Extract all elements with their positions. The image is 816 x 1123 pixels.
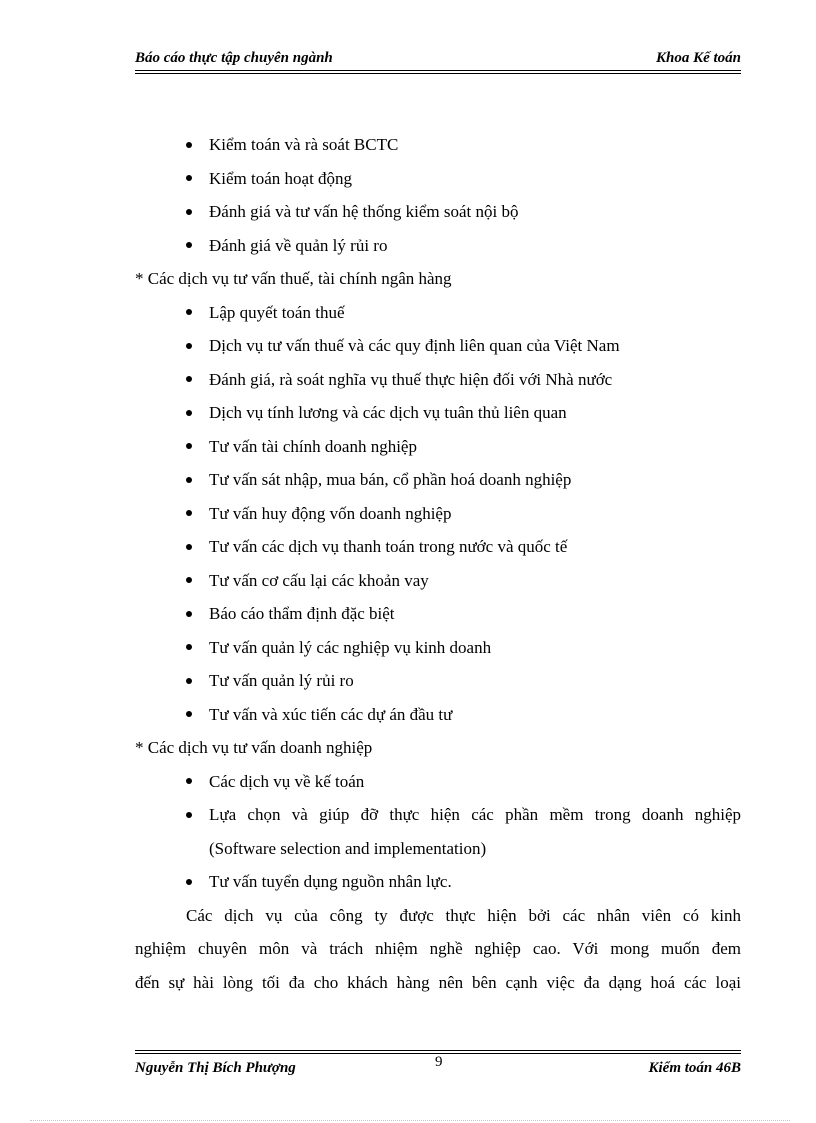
section-heading-business: * Các dịch vụ tư vấn doanh nghiệp — [135, 738, 373, 757]
header-report-title: Báo cáo thực tập chuyên ngành — [135, 50, 333, 66]
list-item: Tư vấn tài chính doanh nghiệp — [135, 430, 741, 464]
header-rule-secondary — [135, 73, 741, 74]
page-body — [135, 128, 741, 999]
list-item: Báo cáo thẩm định đặc biệt — [135, 597, 741, 631]
list-item: Tư vấn và xúc tiến các dự án đầu tư — [135, 698, 741, 732]
list-item: Tư vấn sát nhập, mua bán, cổ phần hoá doanh nghiệp — [135, 463, 741, 497]
footer-rule — [135, 1050, 741, 1051]
header-department: Khoa Kế toán — [655, 50, 741, 66]
list-item: Dịch vụ tính lương và các dịch vụ tuân thủ liên quan — [135, 396, 741, 430]
list-item: Kiểm toán và rà soát BCTC — [135, 128, 741, 162]
list-item: Tư vấn quản lý rủi ro — [135, 664, 741, 698]
page-header — [135, 48, 741, 74]
list-item: Tư vấn cơ cấu lại các khoản vay — [135, 564, 741, 598]
list-item: Lập quyết toán thuế — [135, 296, 741, 330]
paragraph-line: đến sự hài lòng tối đa cho khách hàng nên bên cạnh việc đa dạng hoá các loại — [135, 972, 741, 992]
list-item: Tư vấn quản lý các nghiệp vụ kinh doanh — [135, 631, 741, 665]
list-item: Tư vấn các dịch vụ thanh toán trong nước và quốc tế — [135, 530, 741, 564]
page-edge-divider — [30, 1120, 790, 1121]
paragraph-line: nghiệm chuyên môn và trách nhiệm nghề nghiệp cao. Với mong muốn đem — [135, 939, 741, 958]
footer-author: Nguyễn Thị Bích Phượng — [135, 1060, 296, 1076]
list-item: Đánh giá và tư vấn hệ thống kiểm soát nội bộ — [135, 195, 741, 229]
list-item: Kiểm toán hoạt động — [135, 162, 741, 196]
list-item: Tư vấn tuyển dụng nguồn nhân lực. — [135, 865, 741, 899]
footer-class: Kiểm toán 46B — [648, 1060, 741, 1076]
list-item: Dịch vụ tư vấn thuế và các quy định liên quan của Việt Nam — [135, 329, 741, 363]
page-number: 9 — [435, 1054, 443, 1070]
list-item-continuation: (Software selection and implementation) — [209, 838, 487, 858]
list-item: Đánh giá về quản lý rủi ro — [135, 229, 741, 263]
list-item: Các dịch vụ về kế toán — [135, 765, 741, 799]
section-heading-tax: * Các dịch vụ tư vấn thuế, tài chính ngân hàng — [135, 269, 452, 288]
page-footer — [135, 1050, 741, 1078]
header-rule — [135, 70, 741, 71]
list-item: Đánh giá, rà soát nghĩa vụ thuế thực hiện đối với Nhà nước — [135, 363, 741, 397]
list-item: Lựa chọn và giúp đỡ thực hiện các phần mềm trong doanh nghiệp — [135, 798, 741, 832]
list-item: Tư vấn huy động vốn doanh nghiệp — [135, 497, 741, 531]
paragraph-line: Các dịch vụ của công ty được thực hiện bởi các nhân viên có kinh — [186, 905, 741, 925]
